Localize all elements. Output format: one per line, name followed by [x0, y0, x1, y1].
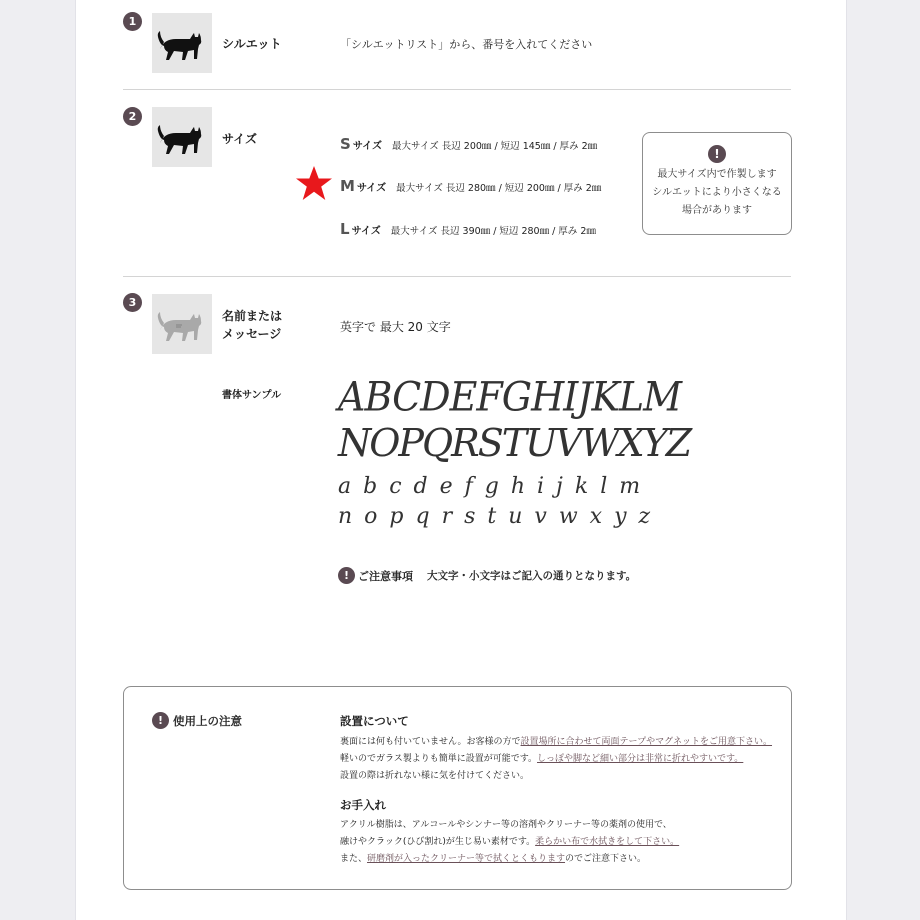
maintenance-title: お手入れ [340, 798, 386, 812]
size-name: サイズ [352, 141, 383, 152]
size-spec: 最大サイズ 長辺 390㎜ / 短辺 280㎜ / 厚み 2㎜ [390, 226, 596, 237]
cat-silhouette-icon [152, 13, 212, 73]
care-text: また、 [340, 854, 368, 864]
divider [123, 89, 791, 90]
font-sample-label: 書体サンプル [222, 390, 282, 401]
care-line: 設置の際は折れない様に気を付けてください。 [340, 771, 530, 781]
care-line [340, 734, 780, 751]
care-text: のでご注意下さい。 [565, 854, 647, 864]
care-highlight: 設置場所に合わせて両面テープやマグネットをご用意下さい。 [520, 737, 773, 747]
cat-silhouette-icon [152, 107, 212, 167]
install-title: 設置について [340, 714, 409, 728]
care-highlight: 研磨剤が入ったクリーナー等で拭くとくもります [367, 854, 566, 864]
silhouette-instruction: 「シルエットリスト」から、番号を入れてください [340, 38, 593, 51]
size-name: サイズ [351, 226, 381, 237]
size-letter: M [340, 177, 355, 195]
care-line: アクリル樹脂は、アルコールやシンナー等の溶剤やクリーナー等の薬剤の使用で、 [340, 820, 672, 830]
caution-title: ご注意事項 [358, 569, 413, 583]
size-note-line: シルエットにより小さくなる [652, 187, 782, 198]
divider [123, 276, 791, 277]
size-option-s[interactable] [340, 135, 597, 153]
care-text: 裏面には何も付いていません。お客様の方で [340, 737, 521, 747]
message-label-line: メッセージ [222, 327, 282, 341]
step-badge-1: 1 [123, 12, 142, 31]
care-notice-box [123, 686, 792, 890]
silhouette-label: シルエット [222, 37, 282, 51]
step-badge-2: 2 [123, 107, 142, 126]
size-label: サイズ [222, 132, 258, 146]
care-title: 使用上の注意 [173, 713, 242, 728]
care-line [340, 751, 780, 768]
care-text: 融けやクラック(ひび割れ)が生じ易い素材です。 [340, 837, 536, 847]
care-content [340, 713, 780, 868]
size-option-l[interactable] [340, 220, 596, 238]
care-highlight: 柔らかい布で水拭きをして下さい。 [535, 837, 680, 847]
font-sample [338, 374, 798, 554]
selected-star-icon [294, 164, 334, 204]
care-highlight: しっぽや脚など細い部分は非常に折れやすいです。 [537, 754, 744, 764]
step-badge-3: 3 [123, 293, 142, 312]
care-line [340, 834, 780, 851]
cat-silhouette-icon [152, 294, 212, 354]
size-spec: 最大サイズ 長辺 280㎜ / 短辺 200㎜ / 厚み 2㎜ [396, 183, 602, 194]
message-label [222, 307, 282, 343]
product-info-page [76, 0, 846, 920]
font-sample-upper-2: NOPQRSTUVWXYZ [338, 421, 691, 465]
size-letter: S [340, 135, 351, 153]
silhouette-thumbnail [152, 13, 212, 73]
care-title-row [152, 712, 242, 729]
message-instruction: 英字で 最大 20 文字 [340, 320, 451, 334]
font-sample-lower-1: abcdefghijklm [338, 474, 653, 499]
message-label-line: 名前または [222, 309, 283, 323]
size-note-line: 最大サイズ内で作製します [657, 169, 777, 180]
font-sample-lower-2: nopqrstuvwxyz [338, 504, 663, 529]
font-sample-upper-1: ABCDEFGHIJKLM [338, 373, 681, 421]
care-line [340, 851, 780, 868]
care-text: 軽いのでガラス製よりも簡単に設置が可能です。 [340, 754, 538, 764]
caution-note [338, 567, 636, 584]
caution-text: 大文字・小文字はご記入の通りとなります。 [427, 570, 637, 582]
size-spec: 最大サイズ 長辺 200㎜ / 短辺 145㎜ / 厚み 2㎜ [392, 141, 598, 152]
warning-icon: ! [152, 712, 169, 729]
silhouette-thumbnail [152, 294, 212, 354]
size-name: サイズ [356, 183, 387, 194]
size-option-m[interactable] [340, 177, 601, 195]
size-note-line: 場合があります [682, 205, 752, 216]
size-letter: L [340, 220, 350, 238]
size-note-box [642, 132, 792, 235]
silhouette-thumbnail [152, 107, 212, 167]
warning-icon: ! [708, 145, 726, 163]
warning-icon: ! [338, 567, 355, 584]
